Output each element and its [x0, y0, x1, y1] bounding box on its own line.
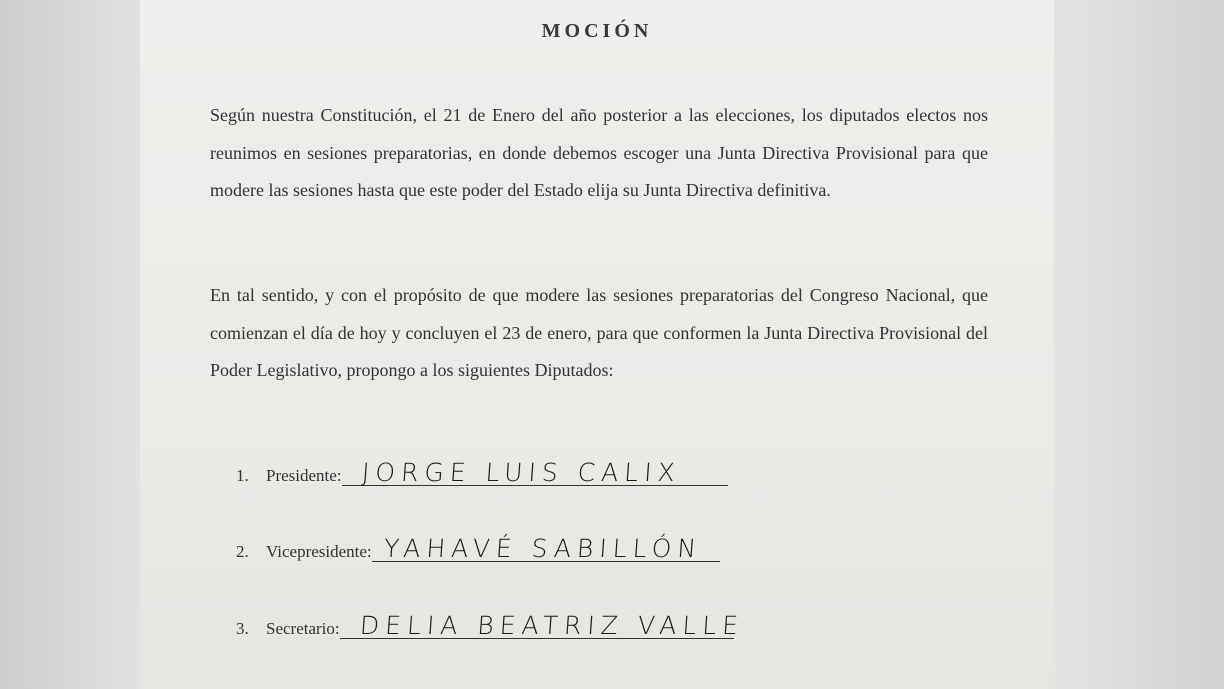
item-label: Presidente:	[266, 466, 342, 485]
item-secretario	[236, 608, 745, 640]
signature-line	[342, 455, 728, 486]
handwritten-name: YAHAVÉ SABILLÓN	[382, 534, 703, 563]
item-label: Secretario:	[266, 619, 340, 638]
document-title: MOCIÓN	[541, 20, 653, 42]
item-label: Vicepresidente:	[266, 542, 372, 561]
background-right	[1054, 0, 1224, 689]
item-presidente	[236, 455, 728, 486]
paragraph-1: Según nuestra Constitución, el 21 de Enero del año posterior a las elecciones, los diputados electos nos reunimos en sesiones preparatorias, en donde debemos escoger una Junta Directiva Provisional para que modere las sesiones hasta que este poder del Estado elija su Junta Directiva definitiva.	[210, 105, 988, 200]
handwritten-name: JORGE LUIS CALIX	[360, 458, 682, 487]
signature-line	[372, 531, 720, 562]
item-number: 3.	[236, 619, 249, 638]
background-left	[0, 0, 140, 689]
paragraph-2: En tal sentido, y con el propósito de que modere las sesiones preparatorias del Congreso Nacional, que comienzan el día de hoy y concluyen el 23 de enero, para que conformen la Junta Directiva Provisional del Poder Legislativo, propongo a los siguientes Diputados:	[210, 285, 988, 380]
item-vicepresidente	[236, 531, 720, 562]
document-page	[140, 0, 1054, 689]
item-number: 2.	[236, 542, 249, 561]
signature-line	[340, 608, 745, 640]
handwritten-name: DELIA BEATRIZ VALLE	[358, 611, 745, 640]
item-number: 1.	[236, 466, 249, 485]
